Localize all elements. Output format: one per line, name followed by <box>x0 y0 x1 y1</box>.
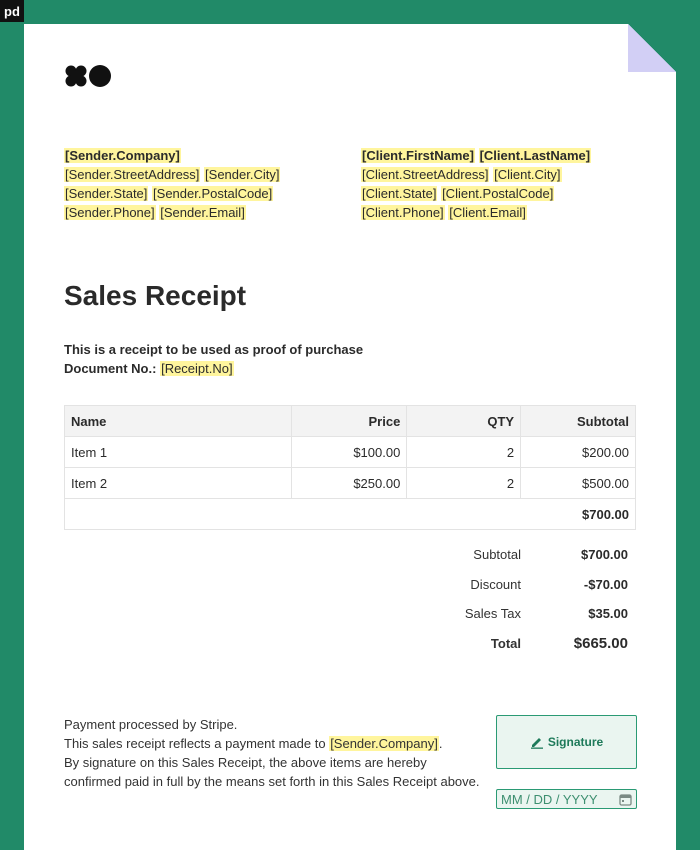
signature-label: Signature <box>547 735 604 749</box>
sender-state: [Sender.State] <box>65 186 148 201</box>
header-price: Price <box>292 406 407 437</box>
document-number-value: [Receipt.No] <box>161 361 233 376</box>
sender-address <box>64 146 280 222</box>
sender-street: [Sender.StreetAddress] <box>65 167 200 182</box>
date-placeholder: MM / DD / YYYY <box>501 791 598 807</box>
client-email: [Client.Email] <box>449 205 526 220</box>
sender-phone: [Sender.Phone] <box>65 205 155 220</box>
totals-summary <box>424 540 636 658</box>
client-city: [Client.City] <box>494 167 561 182</box>
date-input[interactable] <box>496 789 637 809</box>
table-total-row <box>65 499 636 530</box>
client-postal: [Client.PostalCode] <box>442 186 554 201</box>
footer-line: Payment processed by Stripe. <box>64 717 238 732</box>
client-state: [Client.State] <box>362 186 437 201</box>
discount-value: -$70.00 <box>583 576 628 592</box>
sender-email: [Sender.Email] <box>160 205 245 220</box>
page-title: Sales Receipt <box>64 280 247 311</box>
item-price: $100.00 <box>292 437 407 468</box>
item-name: Item 2 <box>65 468 292 499</box>
table-header-row <box>65 406 636 437</box>
header-qty: QTY <box>407 406 521 437</box>
sender-postal: [Sender.PostalCode] <box>153 186 273 201</box>
item-price: $250.00 <box>292 468 407 499</box>
footer-line: By signature on this Sales Receipt, the above items are hereby <box>64 755 427 770</box>
calendar-icon <box>619 793 632 806</box>
items-table <box>64 405 636 530</box>
sender-company: [Sender.Company] <box>65 148 180 163</box>
summary-total-row <box>424 629 636 659</box>
header-name: Name <box>65 406 292 437</box>
sender-city: [Sender.City] <box>205 167 280 182</box>
summary-tax-row <box>424 599 636 629</box>
item-subtotal: $200.00 <box>521 437 636 468</box>
subtotal-label: Subtotal <box>473 547 521 563</box>
client-address <box>361 146 591 222</box>
item-name: Item 1 <box>65 437 292 468</box>
tax-value: $35.00 <box>588 606 628 622</box>
total-value: $665.00 <box>573 634 628 652</box>
client-street: [Client.StreetAddress] <box>362 167 489 182</box>
table-row <box>65 468 636 499</box>
item-subtotal: $500.00 <box>521 468 636 499</box>
footer-notes <box>64 715 480 791</box>
footer-company: [Sender.Company] <box>330 736 438 751</box>
client-first-name: [Client.FirstName] <box>362 148 474 163</box>
footer-line: This sales receipt reflects a payment made to <box>64 736 326 751</box>
discount-label: Discount <box>470 576 521 592</box>
total-label: Total <box>490 635 521 651</box>
client-last-name: [Client.LastName] <box>479 148 591 163</box>
summary-subtotal-row <box>424 540 636 570</box>
receipt-intro <box>64 340 363 378</box>
document-page <box>24 24 676 850</box>
signature-field[interactable] <box>496 715 637 769</box>
client-phone: [Client.Phone] <box>362 205 444 220</box>
page-fold-corner <box>628 24 676 72</box>
footer-line: confirmed paid in full by the means set forth in this Sales Receipt above. <box>64 774 480 789</box>
intro-line: This is a receipt to be used as proof of purchase <box>64 342 364 357</box>
header-subtotal: Subtotal <box>521 406 636 437</box>
footer-period: . <box>438 736 443 751</box>
pen-icon <box>530 735 544 749</box>
tax-label: Sales Tax <box>464 606 521 622</box>
item-qty: 2 <box>407 468 521 499</box>
subtotal-value: $700.00 <box>581 547 628 563</box>
item-qty: 2 <box>407 437 521 468</box>
company-logo-icon <box>64 64 114 88</box>
document-number-label: Document No.: <box>64 361 157 376</box>
table-total: $700.00 <box>65 499 636 530</box>
summary-discount-row <box>424 570 636 600</box>
table-row <box>65 437 636 468</box>
app-logo: pd <box>0 0 24 22</box>
